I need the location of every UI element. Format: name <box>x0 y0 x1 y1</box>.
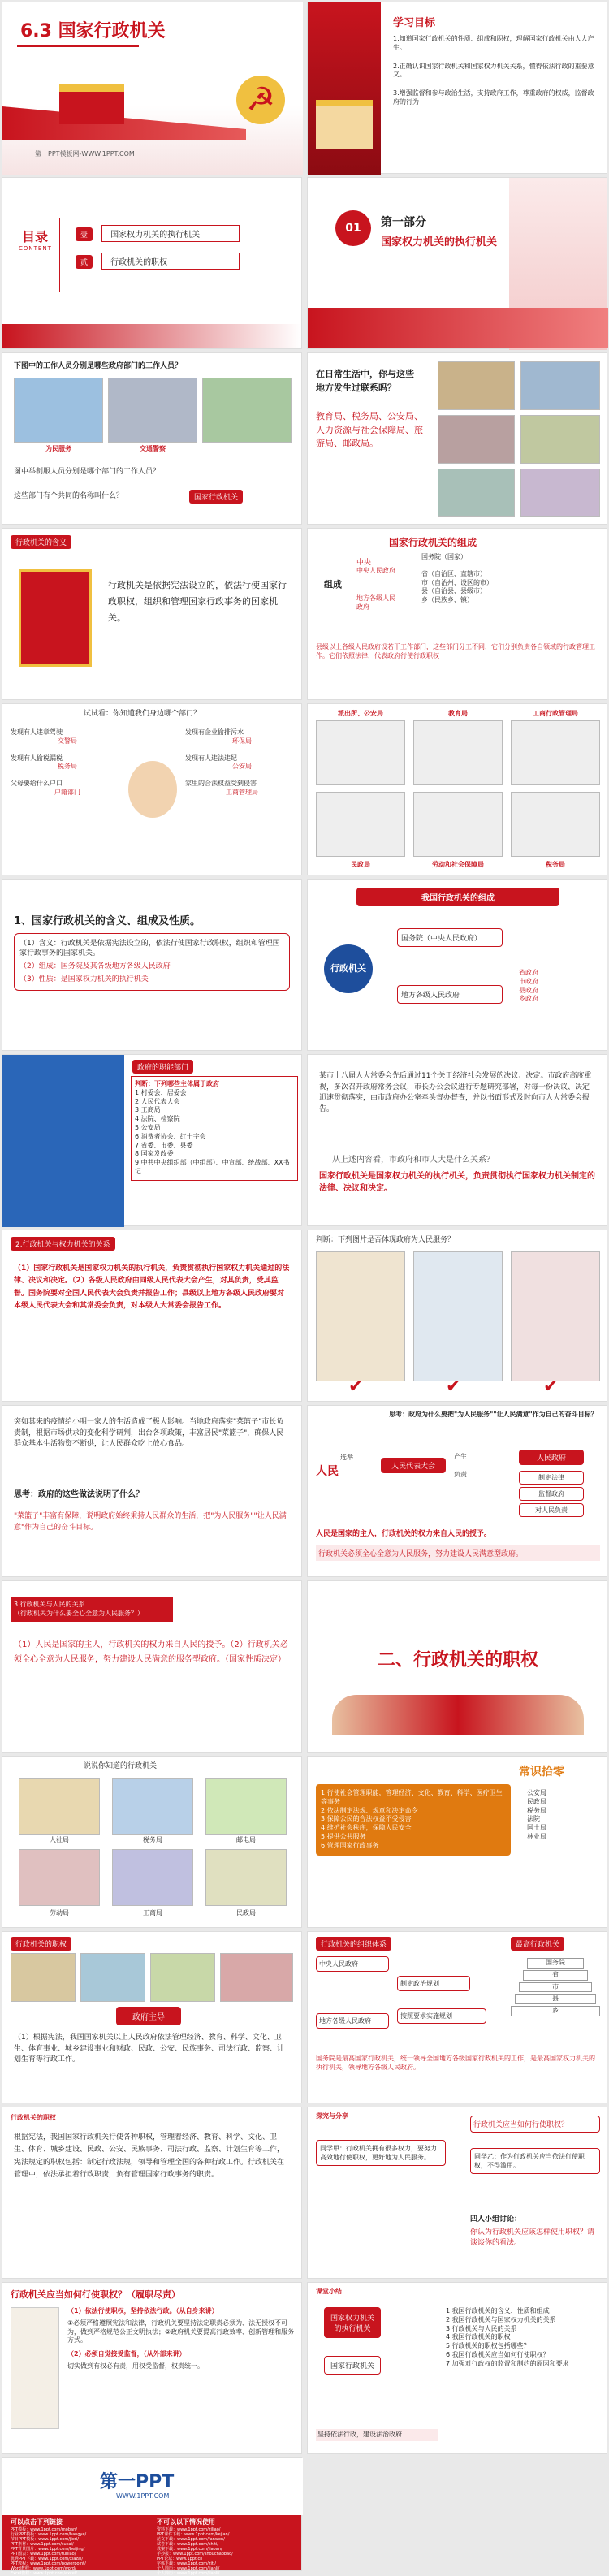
slide-27-how <box>2 2282 302 2454</box>
arrow-label: 选举 <box>340 1454 353 1461</box>
question: 在日常生活中，你与这些地方发生过联系吗？ <box>316 369 414 393</box>
contents-item-2[interactable] <box>76 253 240 270</box>
photo-tax <box>520 415 600 464</box>
node-level: 县政府 <box>519 986 538 994</box>
chain-label: 产生 <box>454 1453 467 1460</box>
summary-item: 7.加强对行政权的监督和制约的原因和要求 <box>446 2359 569 2367</box>
link[interactable]: PPT素材：www.1ppt.com/sucai/ <box>11 2541 74 2547</box>
agency-label: 工商局 <box>143 1909 162 1917</box>
agency-photo <box>205 1778 287 1835</box>
agency-label: 民政局 <box>236 1909 256 1917</box>
scenario: 发现有人违法违纪 <box>185 754 237 762</box>
tip-item: 2.依法制定法规、规章和决定命令 <box>321 1806 418 1814</box>
slide-15-relation <box>2 1230 302 1402</box>
judge-item: 3.工商局 <box>135 1106 161 1114</box>
how-item: 切实做到有权必有责，用权受监督，权责统一。 <box>67 2362 204 2370</box>
slide-13-judge <box>2 1054 302 1226</box>
slide-3-contents <box>2 177 302 349</box>
calligraphy-image <box>11 2307 59 2429</box>
judge-item: 8.国家发改委 <box>135 1150 174 1158</box>
link[interactable]: 行业PPT模板：www.1ppt.com/hangye/ <box>11 2531 87 2537</box>
answer-badge: 国家行政机关 <box>189 490 243 504</box>
slide-title: 行政机关应当如何行使职权？（履职尽责） <box>11 2289 180 2300</box>
link[interactable]: Excel教程：www.1ppt.com/excel/ <box>11 2570 77 2576</box>
label-composition: 组成 <box>324 579 342 590</box>
judge-item: 9.中共中央组织部（中组部）、中宣部、统战部、XX书记 <box>135 1159 290 1175</box>
scenario: 发现有企业偷排污水 <box>185 728 244 736</box>
relation-text: （1）国家行政机关是国家权力机关的执行机关，负责贯彻执行国家权力机关通过的法律、决议和决定。（2）各级人民政府由同级人民代表大会产生，对其负责，受其监督。国务院要对全国人民代表大会负责并报告工作；县级以上地方各级人民政府要对本级人民代表大会和其常委会负责，对本级人大常委会报告工作。 <box>14 1264 290 1310</box>
slide-12-org-chart <box>307 879 607 1051</box>
summary-item: 2.我国行政机关与国家权力机关的关系 <box>446 2315 556 2323</box>
agency-photo <box>205 1849 287 1906</box>
slide-6-places <box>307 352 607 525</box>
judge-item: 7.省委、市委、县委 <box>135 1141 193 1149</box>
tip-item: 1.行使社会管理职能，管理经济、文化、教育、科学、医疗卫生等事务 <box>321 1789 503 1805</box>
agency-label: 法院 <box>527 1815 540 1823</box>
contents-num: 贰 <box>76 255 93 269</box>
question: 行政机关应当如何行使职权？ <box>470 2116 600 2133</box>
case-text: 突如其来的疫情给小明一家人的生活造成了极大影响。当地政府落实"菜篮子"市长负责制，根据市场供求的变化科学研判，出台各项政策，丰富居民"菜篮子"，确保人民群众基本生活物资不断供，让人民群众吃上放心食品。 <box>14 1418 284 1448</box>
decorative-image <box>332 1695 584 1735</box>
summary-item: 1.我国行政机关的含义、性质和组成 <box>446 2307 550 2315</box>
slide-7-meaning <box>2 528 302 700</box>
goals-title: 学习目标 <box>393 17 436 29</box>
slide-17-case <box>2 1405 302 1577</box>
discussion-question: 你认为行政机关应该怎样使用职权？请谈谈你的看法。 <box>470 2228 595 2247</box>
people-text: （1）人民是国家的主人，行政机关的权力来自人民的授予。（2）行政机关必须全心全意为人民服务，努力建设人民满意的服务型政府。（国家性质决定） <box>14 1640 288 1664</box>
photo-tourism <box>520 469 600 517</box>
contents-item-1[interactable] <box>76 225 240 242</box>
part-label: 第一部分 <box>381 216 426 229</box>
contents-label: 行政机关的职权 <box>102 253 240 270</box>
question: 思考：政府为什么要把"为人民服务""让人民满意"作为自己的奋斗目标？ <box>389 1411 598 1418</box>
judge-item: 4.法院、检察院 <box>135 1115 180 1123</box>
slide-16-judge-pics <box>307 1230 607 1402</box>
red-ribbon <box>308 308 608 348</box>
summary-item: 3.行政机关与人民的关系 <box>446 2324 517 2332</box>
scenario: 发现有人违章驾驶 <box>11 728 63 736</box>
level: 省 <box>523 1970 588 1981</box>
tab: 政府的职能部门 <box>132 1060 193 1074</box>
summary-item: 5.行政机关的职权包括哪些？ <box>446 2342 530 2350</box>
answer: 教育局、税务局、公安局、人力资源与社会保障局、旅游局、邮政局。 <box>316 411 423 448</box>
local-label: 地方各级人民政府 <box>356 594 395 611</box>
agency-label: 公安局 <box>527 1789 546 1796</box>
slide-14-case <box>307 1054 607 1226</box>
case-answer: "菜篮子"丰富有保障，说明政府始终秉持人民群众的生活，把"为人民服务""让人民满意"作为自己的奋斗目标。 <box>14 1512 287 1532</box>
center-node: 行政机关 <box>324 944 373 993</box>
duty-box: 监督政府 <box>519 1487 584 1501</box>
goal-item: 1.知道国家行政机关的性质、组成和职权，理解国家行政机关由人大产生。 <box>393 35 594 51</box>
conclusion: 行政机关必须全心全意为人民服务，努力建设人民满意型政府。 <box>316 1545 600 1561</box>
node-level: 市政府 <box>519 977 538 985</box>
scenario-answer: 工商管理局 <box>226 788 258 796</box>
link[interactable]: 资料下载：www.1ppt.com/ziliao/ <box>157 2526 221 2532</box>
photo <box>150 1953 215 2002</box>
agency-photo <box>19 1778 100 1835</box>
agency-label: 邮电局 <box>236 1836 256 1843</box>
blue-screenshot-panel <box>2 1055 124 1227</box>
summary-title: 1、国家行政机关的含义、组成及性质。 <box>14 915 201 927</box>
cartoon-image <box>511 720 600 785</box>
scenario-answer: 税务局 <box>58 763 77 771</box>
case-answer: 国家行政机关是国家权力机关的执行机关，负责贯彻执行国家权力机关制定的法律、决议和决定。 <box>319 1172 595 1193</box>
tiananmen-icon <box>59 84 124 124</box>
part-number: 01 <box>335 210 371 246</box>
title-underline <box>17 45 139 47</box>
photo-caption: 交通警察 <box>140 445 166 452</box>
level: 县 <box>515 1994 596 2004</box>
card-title: 判断：下列哪些主体属于政府 <box>135 1080 219 1087</box>
how-item: （2）必须自觉接受监督，（从外部来讲） <box>67 2350 186 2358</box>
cartoon-image <box>413 1251 503 1381</box>
definition-text: 行政机关是依据宪法设立的，依法行使国家行政职权，组织和管理国家行政事务的国家机关。 <box>108 580 287 623</box>
part-title: 国家权力机关的执行机关 <box>381 236 498 249</box>
level-item: 乡（民族乡、镇） <box>421 596 473 604</box>
goal-item: 3.增强监督和参与政治生活，支持政府工作，尊重政府的权威，监督政府的行为 <box>393 89 594 106</box>
summary-item: （1）含义：行政机关是依据宪法设立的，依法行使国家行政职权，组织和管理国家行政事务的国家机关。 <box>19 940 280 958</box>
scenario: 家里的合法权益受到侵害 <box>185 780 257 788</box>
question-2: 图中举制服人员分别是哪个部门的工作人员？ <box>14 468 161 476</box>
scenario-answer: 环保局 <box>232 737 252 745</box>
duty-box: 制定法律 <box>519 1471 584 1485</box>
tip-item: 6.管理国家行政事务 <box>321 1841 379 1849</box>
agency-label: 林业局 <box>527 1832 546 1840</box>
npc-node: 人民代表大会 <box>381 1458 446 1473</box>
cartoon-image <box>511 1251 600 1381</box>
case-question: 从上述内容看，市政府和市人大是什么关系？ <box>332 1156 495 1165</box>
thinking-person-icon <box>128 761 177 818</box>
section-tag: 行政机关的职权 <box>11 1937 71 1951</box>
node-state-council: 国务院（中央人民政府） <box>397 928 503 947</box>
judge-item: 1.村委会、居委会 <box>135 1088 187 1096</box>
slide-24-system <box>307 1931 607 2103</box>
agency-label: 税务局 <box>527 1806 546 1814</box>
agency-label: 国土局 <box>527 1824 546 1832</box>
student-a: 同学甲：行政机关拥有很多权力，要努力高效地行使职权，更好地为人民服务。 <box>316 2140 446 2166</box>
tip-item: 3.保障公民的合法权益不受侵害 <box>321 1815 412 1823</box>
cartoon-label: 民政局 <box>351 861 370 868</box>
node-level: 乡政府 <box>519 995 538 1003</box>
section-tag: 2.行政机关与权力机关的关系 <box>11 1237 115 1251</box>
photo <box>220 1953 293 2002</box>
side-node: 国家行政机关 <box>324 2356 381 2375</box>
duty-box: 对人民负责 <box>519 1503 584 1517</box>
system-title: 行政机关的组织体系 <box>316 1937 391 1951</box>
scenario: 发现有人偷税漏税 <box>11 754 63 762</box>
site-label: 第一PPT模板网-WWW.1PPT.COM <box>35 150 135 158</box>
links-title: 可以点击下列链接 <box>11 2518 63 2526</box>
slide-22-tips <box>307 1756 607 1928</box>
check-icon: ✔ <box>446 1377 461 1397</box>
summary-item: （3）性质：是国家权力机关的执行机关 <box>19 975 149 984</box>
slide-10-cartoons <box>307 703 607 875</box>
slide-title: 6.3 国家行政机关 <box>20 21 166 41</box>
photo-building <box>438 361 515 410</box>
link[interactable]: PPT图表：www.1ppt.com/tubiao/ <box>11 2551 76 2557</box>
agency-photo <box>112 1849 193 1906</box>
agency-label: 人社局 <box>50 1836 69 1843</box>
question-3: 这些部门有个共同的名称叫什么？ <box>14 492 124 500</box>
contents-num: 壹 <box>76 227 93 241</box>
slide-2-goals <box>307 2 607 174</box>
contents-label: 国家权力机关的执行机关 <box>102 225 240 242</box>
powers-text: （1）根据宪法，我国国家机关以上人民政府依法管理经济、教育、科学、文化、卫生、体育事业、城乡建设事业和财政、民政、公安、民族事务、司法行政、监察、计划生育等行政工作。 <box>14 2034 285 2064</box>
supreme-title: 最高行政机关 <box>511 1937 564 1951</box>
link[interactable]: 节日PPT模板：www.1ppt.com/jieri/ <box>11 2536 79 2542</box>
student-b: 同学乙：作为行政机关应当依法行使职权，不得滥用。 <box>470 2148 600 2174</box>
link[interactable]: 试卷下载：www.1ppt.com/shiti/ <box>157 2541 219 2547</box>
photo-traffic-police <box>108 378 197 443</box>
link[interactable]: 优秀PPT下载：www.1ppt.com/xiazai/ <box>11 2556 84 2561</box>
level: 市 <box>519 1982 592 1993</box>
slide-1-title <box>2 2 302 174</box>
central-name: 中央人民政府 <box>356 567 395 574</box>
photo-service-hall <box>14 378 103 443</box>
central-gov-box: 中央人民政府 <box>316 1956 389 1972</box>
link[interactable]: 个人简历：www.1ppt.com/jianli/ <box>157 2565 220 2571</box>
level-item: 省（自治区、直辖市） <box>421 569 486 577</box>
check-icon: ✔ <box>348 1377 364 1397</box>
slide-4-part1 <box>307 177 607 349</box>
brand-logo: 第一PPT <box>100 2472 175 2492</box>
judge-item: 5.公安局 <box>135 1123 161 1131</box>
link[interactable]: 手抄报：www.1ppt.com/shouchaobao/ <box>157 2551 233 2557</box>
section-tag: 行政机关的职权 <box>11 2114 56 2121</box>
photo-caption: 为民服务 <box>45 445 71 452</box>
goal-item: 2.正确认识国家行政机关和国家权力机关关系，懂得依法行政的重要意义。 <box>393 62 594 79</box>
cartoon-image <box>316 792 405 857</box>
level-item: 国务院（国家） <box>421 553 467 560</box>
link[interactable]: Word教程：www.1ppt.com/word/ <box>11 2565 76 2571</box>
summary-item: （2）组成：国务院及其各级地方各级人民政府 <box>19 962 171 971</box>
section-tag: 探究与分享 <box>316 2112 348 2120</box>
how-item: （1）依法行使职权，坚持依法行政。（从自身来讲） <box>67 2307 218 2315</box>
central-label: 中央 <box>356 559 372 567</box>
slide-title: 课堂小结 <box>316 2288 342 2295</box>
check-icon: ✔ <box>543 1377 559 1397</box>
slide-25-powers-text <box>2 2107 302 2279</box>
link[interactable]: 教案下载：www.1ppt.com/jiaoan/ <box>157 2546 222 2552</box>
agency-label: 税务局 <box>143 1836 162 1843</box>
photo-office <box>520 361 600 410</box>
people-node: 人民 <box>316 1465 339 1478</box>
cartoon-image <box>316 1251 405 1381</box>
answer: 国务院是最高国家行政机关，统一领导全国地方各级国家行政机关的工作，是最高国家权力机关的执行机关，领导地方各级人民政府。 <box>316 2055 595 2072</box>
contents-title: 目录 <box>21 229 48 244</box>
agency-photo <box>19 1849 100 1906</box>
question: 说说你知道的行政机关 <box>84 1762 158 1770</box>
brand-url: WWW.1PPT.COM <box>116 2492 170 2500</box>
link[interactable]: 字体下载：www.1ppt.com/ziti/ <box>157 2561 216 2566</box>
question-1: 下图中的工作人员分别是哪些政府部门的工作人员？ <box>14 362 183 370</box>
case-question: 思考：政府的这些做法说明了什么？ <box>14 1490 144 1499</box>
judge-item: 2.人民代表大会 <box>135 1097 180 1105</box>
slide-18-diagram <box>307 1405 607 1577</box>
section-question: （行政机关为什么要全心全意为人民服务？） <box>14 1609 144 1617</box>
conclusion: 人民是国家的主人，行政机关的权力来自人民的授予。 <box>316 1530 492 1538</box>
tip-item: 4.维护社会秩序，保障人民安全 <box>321 1824 412 1832</box>
tips-title: 常识拾零 <box>519 1766 564 1779</box>
slide-23-powers <box>2 1931 302 2103</box>
agency-label: 劳动局 <box>50 1909 69 1917</box>
building-icon <box>316 100 373 149</box>
local-gov-box: 地方各级人民政府 <box>316 2013 389 2029</box>
slide-20-part2 <box>307 1580 607 1753</box>
scenario-answer: 交警局 <box>58 737 77 745</box>
link[interactable]: PPT教程：www.1ppt.com/powerpoint/ <box>11 2561 86 2566</box>
slide-19-people <box>2 1580 302 1753</box>
implement-box: 按照要求实施规划 <box>397 2008 486 2024</box>
slide-5-question <box>2 352 302 525</box>
links-title: 不可以以下情况使用 <box>157 2518 215 2526</box>
cartoon-label: 教育局 <box>448 710 468 717</box>
discussion: 四人小组讨论： <box>470 2215 522 2224</box>
summary-item: 6.我国行政机关应当如何行使职权？ <box>446 2350 550 2358</box>
cartoon-label: 税务局 <box>546 861 565 868</box>
scenario: 父母要给什么户口 <box>11 780 63 788</box>
center-badge: 政府主导 <box>116 2007 181 2025</box>
cartoon-image <box>511 792 600 857</box>
level: 国务院 <box>527 1958 584 1969</box>
node-level: 省政府 <box>519 969 538 976</box>
cartoon-label: 派出所、公安局 <box>338 710 383 717</box>
level-item: 县（自治县、县级市） <box>421 587 486 595</box>
plan-box: 制定政治规划 <box>397 1976 470 1991</box>
agency-photo <box>112 1778 193 1835</box>
case-text: 某市十八届人大常委会先后通过11个关于经济社会发展的决议、决定。市政府高度重视，多次召开政府常务会议，市长办公会议进行专题研究部署，对每一份决议、决定迅速贯彻落实，由市政府办公室牵头督办督查，并以书面形式及时向市人大常委会报告。 <box>319 1072 592 1113</box>
contents-sub: CONTENT <box>19 245 52 252</box>
judge-item: 6.消费者协会、红十字会 <box>135 1132 206 1140</box>
note: 县级以上各级人民政府设若干工作部门，这些部门分工不同，它们分别负责各自领域的行政管理工作。它们依照法律，代表政府行使行政职权 <box>316 643 595 660</box>
cartoon-image <box>413 792 503 857</box>
slide-29-links <box>2 2457 302 2576</box>
slide-title: 判断：下列图片是否体现政府为人民服务？ <box>316 1236 456 1244</box>
party-emblem-icon: ☭ <box>236 76 285 124</box>
photo-post <box>438 469 515 517</box>
scenario-answer: 公安局 <box>232 763 252 771</box>
constitution-book-icon <box>19 569 92 667</box>
level: 乡 <box>511 2006 600 2016</box>
goals-list <box>393 35 600 107</box>
red-side-panel <box>308 2 381 175</box>
section-tag: 3.行政机关与人民的关系 <box>14 1601 85 1608</box>
how-item: ①必须严格遵照宪法和法律，行政机关要坚持法定职责必须为、法无授权不可为，做到严格规范公正文明执法；②政府机关要提高行政效率、创新管理和服务方式。 <box>67 2319 295 2345</box>
gov-node: 人民政府 <box>519 1450 584 1465</box>
cartoon-label: 工商行政管理局 <box>533 710 578 717</box>
slide-11-summary <box>2 879 302 1051</box>
chain-label: 负责 <box>454 1471 467 1478</box>
level-item: 市（自治州、设区的市） <box>421 578 493 586</box>
slide-28-summary <box>307 2282 607 2454</box>
bottom-note: 坚持依法行政，建设法治政府 <box>316 2429 438 2441</box>
powers-text: 根据宪法，我国国家行政机关行使各种职权，管理着经济、教育、科学、文化、卫生、体育、城乡建设、民政、公安、民族事务、司法行政、监察、计划生育等工作，宪法规定的职权包括：制定行政法规，领导和管理全国的各种行政工作。行政机关在管理中，依法承担着行政职责，负有管理国家行政事务的职责。 <box>14 2133 285 2179</box>
cartoon-label: 劳动和社会保障局 <box>432 861 484 868</box>
part-title: 二、行政机关的职权 <box>377 1650 538 1671</box>
agency-label: 民政局 <box>527 1797 546 1805</box>
link[interactable]: PPT论坛：www.1ppt.cn <box>157 2556 203 2561</box>
link[interactable]: PPT模板：www.1ppt.com/moban/ <box>11 2526 77 2532</box>
photo-officer <box>202 378 292 443</box>
cartoon-image <box>316 720 405 785</box>
link[interactable]: 个人简历：www.1ppt.com/jianli/ <box>157 2570 220 2576</box>
link[interactable]: PPT课件下载：www.1ppt.com/kejian/ <box>157 2531 230 2537</box>
slide-26-explore <box>307 2107 607 2279</box>
center-node: 国家权力机关的执行机关 <box>324 2307 381 2338</box>
photo <box>11 1953 76 2002</box>
link[interactable]: PPT背景图片：www.1ppt.com/beijing/ <box>11 2546 85 2552</box>
tip-item: 5.提供公共服务 <box>321 1832 366 1840</box>
slide-8-composition <box>307 528 607 700</box>
cartoon-image <box>413 720 503 785</box>
slide-9-try <box>2 703 302 875</box>
try-question: 试试看：你知道我们身边哪个部门？ <box>84 710 201 718</box>
section-tag: 行政机关的含义 <box>11 535 71 549</box>
photo-police <box>438 415 515 464</box>
link[interactable]: 范文下载：www.1ppt.com/fanwen/ <box>157 2536 225 2542</box>
slide-21-agencies <box>2 1756 302 1928</box>
chart-title: 我国行政机关的组成 <box>356 888 559 906</box>
slide-title: 国家行政机关的组成 <box>389 537 477 548</box>
scenario-answer: 户籍部门 <box>54 788 80 796</box>
photo <box>80 1953 145 2002</box>
node-local-gov: 地方各级人民政府 <box>397 985 503 1004</box>
summary-item: 4.我国行政机关的职权 <box>446 2333 511 2341</box>
